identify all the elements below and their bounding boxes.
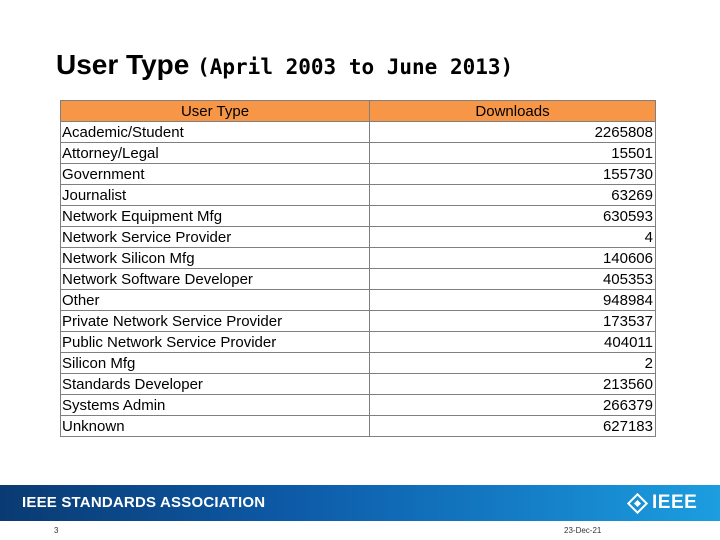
page-number: 3 xyxy=(54,526,59,535)
slide-title-main: User Type xyxy=(56,49,190,80)
table-row xyxy=(61,185,656,206)
downloads-cell: 266379 xyxy=(370,395,656,416)
slide-title xyxy=(56,49,513,81)
table-row xyxy=(61,290,656,311)
table-row xyxy=(61,164,656,185)
user-type-cell: Private Network Service Provider xyxy=(61,311,370,332)
slide-title-sub: (April 2003 to June 2013) xyxy=(197,55,514,79)
table-row xyxy=(61,248,656,269)
ieee-logo xyxy=(630,491,697,515)
downloads-cell: 213560 xyxy=(370,374,656,395)
table-row xyxy=(61,206,656,227)
table-row xyxy=(61,227,656,248)
downloads-cell: 4 xyxy=(370,227,656,248)
table-row xyxy=(61,374,656,395)
user-type-cell: Other xyxy=(61,290,370,311)
user-type-cell: Network Equipment Mfg xyxy=(61,206,370,227)
user-type-cell: Silicon Mfg xyxy=(61,353,370,374)
ieee-logo-text: IEEE xyxy=(652,492,698,513)
user-type-cell: Attorney/Legal xyxy=(61,143,370,164)
user-type-cell: Public Network Service Provider xyxy=(61,332,370,353)
user-type-table xyxy=(60,100,656,437)
downloads-cell: 2265808 xyxy=(370,122,656,143)
table-row xyxy=(61,143,656,164)
table-row xyxy=(61,395,656,416)
slide-date: 23-Dec-21 xyxy=(564,526,602,535)
brand-name: IEEE STANDARDS ASSOCIATION xyxy=(22,494,266,511)
downloads-cell: 627183 xyxy=(370,416,656,437)
table-row xyxy=(61,269,656,290)
downloads-cell: 173537 xyxy=(370,311,656,332)
ieee-diamond-icon xyxy=(627,492,648,513)
user-type-cell: Systems Admin xyxy=(61,395,370,416)
downloads-cell: 630593 xyxy=(370,206,656,227)
downloads-cell: 405353 xyxy=(370,269,656,290)
downloads-cell: 2 xyxy=(370,353,656,374)
downloads-cell: 63269 xyxy=(370,185,656,206)
table-header-row xyxy=(61,101,656,122)
downloads-cell: 155730 xyxy=(370,164,656,185)
downloads-cell: 140606 xyxy=(370,248,656,269)
user-type-cell: Academic/Student xyxy=(61,122,370,143)
user-type-cell: Unknown xyxy=(61,416,370,437)
user-type-cell: Network Silicon Mfg xyxy=(61,248,370,269)
table-row xyxy=(61,332,656,353)
user-type-cell: Government xyxy=(61,164,370,185)
user-type-cell: Standards Developer xyxy=(61,374,370,395)
downloads-cell: 948984 xyxy=(370,290,656,311)
column-header-downloads: Downloads xyxy=(370,101,656,122)
table-row xyxy=(61,122,656,143)
user-type-cell: Network Software Developer xyxy=(61,269,370,290)
downloads-cell: 15501 xyxy=(370,143,656,164)
user-type-cell: Journalist xyxy=(61,185,370,206)
user-type-cell: Network Service Provider xyxy=(61,227,370,248)
table-body xyxy=(61,122,656,437)
downloads-cell: 404011 xyxy=(370,332,656,353)
table-row xyxy=(61,353,656,374)
column-header-user-type: User Type xyxy=(61,101,370,122)
table-row xyxy=(61,311,656,332)
table-row xyxy=(61,416,656,437)
